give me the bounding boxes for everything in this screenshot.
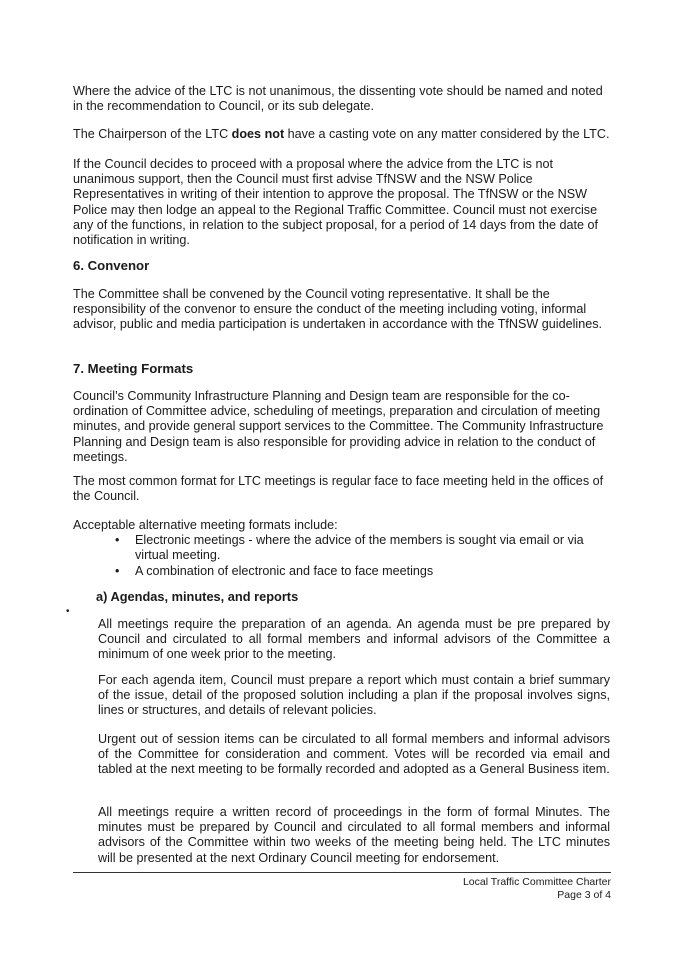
paragraph-dissenting-vote: Where the advice of the LTC is not unanimous, the dissenting vote should be named and noted in the recommendation to Council, or its sub delegate. bbox=[73, 84, 603, 114]
alternative-formats-list bbox=[113, 533, 603, 581]
footer-page-number: Page 3 of 4 bbox=[557, 888, 611, 901]
paragraph-agenda-preparation: All meetings require the preparation of an agenda. An agenda must be pre prepared by Council and circulated to all formal members and informal advisors of the Committee a minimum of one week prior to the meeting. bbox=[98, 617, 610, 662]
subsection-heading-agendas: a) Agendas, minutes, and reports bbox=[96, 589, 299, 604]
paragraph-urgent-items: Urgent out of session items can be circulated to all formal members and informal advisors of the Committee for consideration and comment. Votes will be recorded via email and tabled at the next meeting to be formally recorded and adopted as a General Business item. bbox=[98, 732, 610, 777]
casting-vote-emphasis: does not bbox=[231, 127, 285, 141]
paragraph-alternative-formats: Acceptable alternative meeting formats include: bbox=[73, 518, 338, 532]
paragraph-appeal-process: If the Council decides to proceed with a proposal where the advice from the LTC is not unanimous support, then the Council must first advise TfNSW and the NSW Police Representatives in writing of their intention to approve the proposal. The TfNSW or the NSW Police may then lodge an appeal to the Regional Traffic Committee. Council must not exercise any of the functions, in relation to the subject proposal, for a period of 14 days from the date of notification in writing. bbox=[73, 157, 599, 248]
list-item: • Electronic meetings - where the advice of the members is sought via email or via virtual meeting. bbox=[113, 533, 603, 563]
footer-divider bbox=[73, 872, 611, 873]
stray-dot-mark: • bbox=[66, 606, 70, 617]
casting-vote-text-end: have a casting vote on any matter considered by the LTC. bbox=[284, 127, 610, 141]
paragraph-agenda-report: For each agenda item, Council must prepare a report which must contain a brief summary of the issue, detail of the proposed solution including a plan if the proposal involves signs, lines or structures, and details of relevant policies. bbox=[98, 673, 610, 718]
footer-document-title: Local Traffic Committee Charter bbox=[462, 876, 611, 888]
paragraph-common-format: The most common format for LTC meetings is regular face to face meeting held in the offices of the Council. bbox=[73, 474, 604, 504]
paragraph-coordination: Council’s Community Infrastructure Planning and Design team are responsible for the co-ordination of Committee advice, scheduling of meetings, preparation and circulation of meeting minutes, and provide general support services to the Committee. The Community Infrastructure Planning and Design team is also responsible for providing advice in relation to the conduct of meetings. bbox=[73, 389, 604, 464]
section-heading-meeting-formats: 7. Meeting Formats bbox=[73, 361, 194, 376]
casting-vote-text-start: The Chairperson of the LTC bbox=[73, 127, 232, 141]
section-heading-convenor: 6. Convenor bbox=[73, 258, 150, 273]
paragraph-casting-vote bbox=[73, 127, 613, 142]
paragraph-convenor: The Committee shall be convened by the Council voting representative. It shall be the responsibility of the convenor to ensure the conduct of the meeting including voting, informal advisor, public and media participation is undertaken in accordance with the TfNSW guidelines. bbox=[73, 287, 602, 332]
page-footer bbox=[463, 876, 611, 901]
list-item: • A combination of electronic and face to face meetings bbox=[113, 564, 603, 579]
paragraph-minutes: All meetings require a written record of proceedings in the form of formal Minutes. The minutes must be prepared by Council and circulated to all formal members and informal advisors of the Committee within two weeks of the meeting being held. The LTC minutes will be presented at the next Ordinary Council meeting for endorsement. bbox=[98, 805, 610, 865]
